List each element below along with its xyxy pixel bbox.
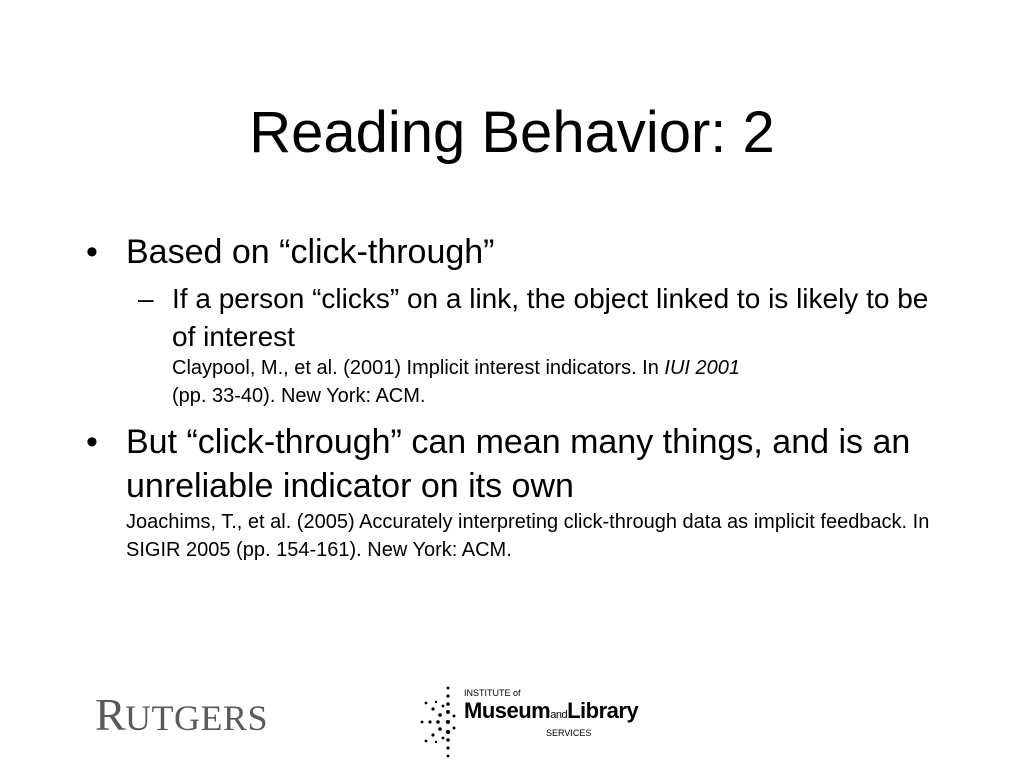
sub-bullet-item [126,280,946,410]
imls-name: MuseumandLibrary [464,698,639,723]
citation-venue: IUI 2001 [664,357,741,379]
imls-starburst-icon [418,682,462,762]
bullet-list [86,230,946,564]
bullet-marker: • [86,423,98,461]
citation-pages: (pp. 33-40). New York: ACM. [172,385,426,407]
imls-services-label: SERVICES [546,728,592,738]
bullet-marker: • [86,233,98,271]
sub-bullet-text: If a person “clicks” on a link, the object linked to is likely to be of interest [172,283,929,352]
svg-text:R: R [95,689,126,740]
rutgers-logo [95,688,295,758]
slide-title: Reading Behavior: 2 [249,100,775,165]
citation-text: Claypool, M., et al. (2001) Implicit interest indicators. In [172,357,665,379]
bullet-text: Based on “click-through” [126,233,495,271]
bullet-text: But “click-through” can mean many things, and is an unreliable indicator on its own [126,423,911,505]
citation [172,354,946,410]
svg-text:UTGERS: UTGERS [125,698,269,738]
imls-institute-label: INSTITUTE of [464,688,521,698]
citation: Joachims, T., et al. (2005) Accurately interpreting click-through data as implicit feedback. In SIGIR 2005 (pp. 154-161). New York: ACM. [126,511,930,561]
imls-wordmark [464,688,638,738]
rutgers-wordmark [95,688,295,748]
imls-logo [418,682,639,762]
bullet-item-1 [86,230,946,274]
sub-bullet-marker: – [138,283,154,314]
bullet-item-2 [86,420,946,564]
